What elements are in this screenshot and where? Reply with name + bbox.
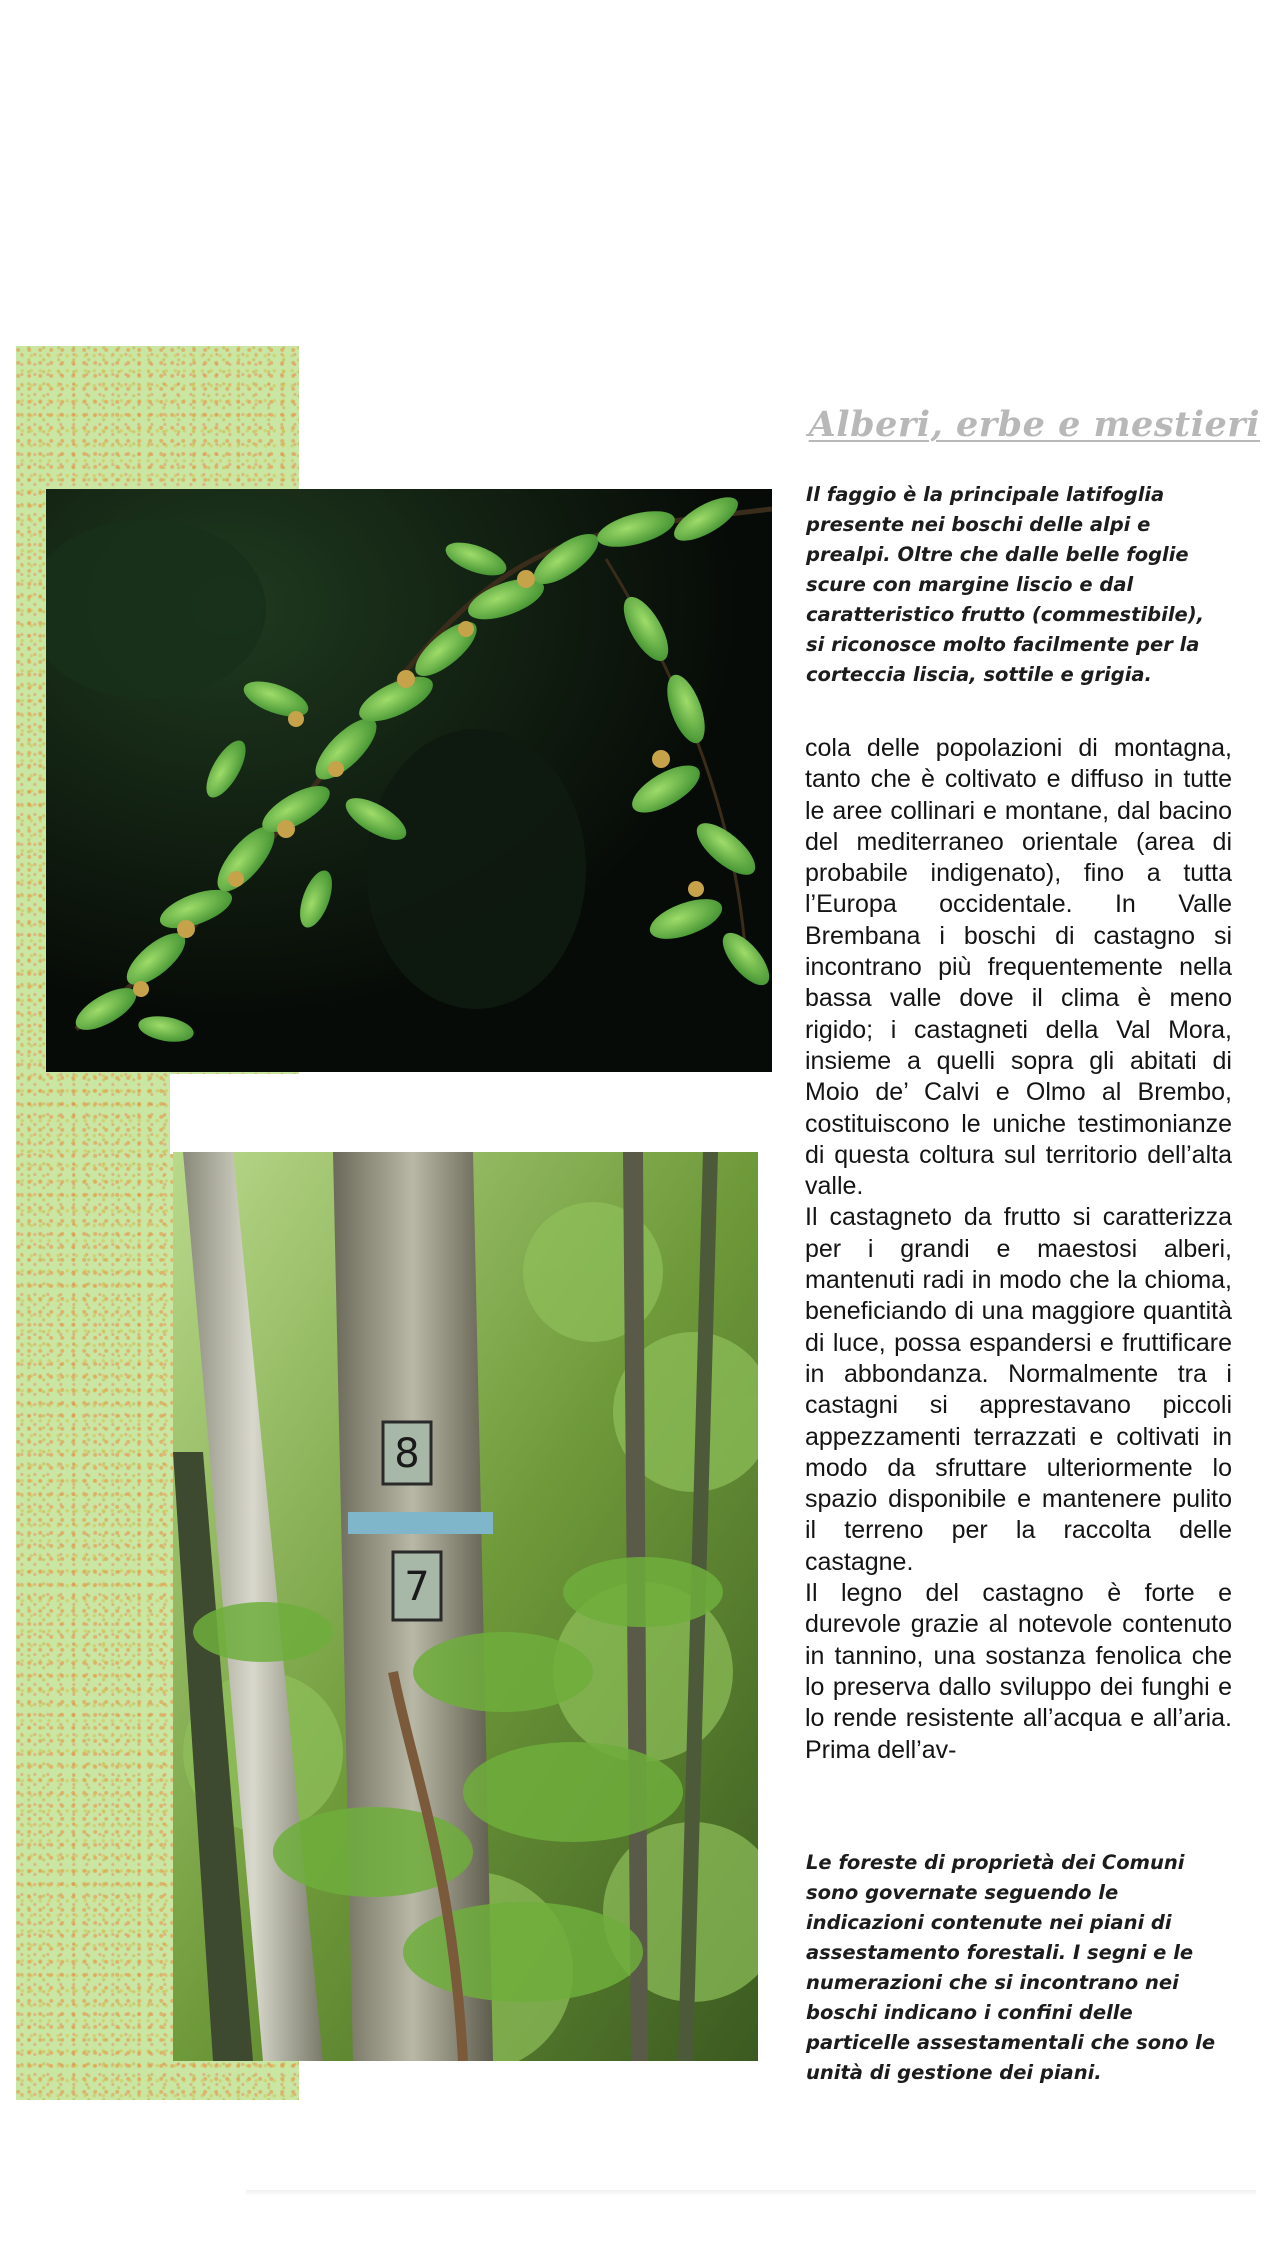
photo-caption-bottom: Le foreste di proprietà dei Comuni sono governate seguendo le indicazioni contenute nei piani di assestamento forestali. I segni e le numerazioni che si incontrano nei boschi indicano i confini delle particelle assestamentali che sono le unità di gestione dei piani.: [806, 1851, 1216, 2084]
beech-leaves-photo: [46, 489, 772, 1072]
tree-marker-8: [383, 1422, 431, 1484]
svg-text:7: 7: [404, 1564, 430, 1610]
section-title: Alberi, erbe e mestieri: [808, 404, 1260, 445]
strip-gap: [170, 1074, 310, 1154]
body-paragraph: Il legno del castagno è forte e durevole grazie al notevole contenuto in tannino, una sostanza fenolica che lo preserva dallo sviluppo dei funghi e lo rende resistente all’acqua e all’aria. Prima dell’av-: [805, 1579, 1232, 1764]
page-bottom-shade: [246, 2190, 1256, 2196]
svg-text:8: 8: [394, 1431, 420, 1477]
body-text: [805, 733, 1232, 1766]
tree-marker-7: [393, 1552, 441, 1620]
body-paragraph: Il castagneto da frutto si caratterizza per i grandi e maestosi alberi, mantenuti radi in modo che la chioma, beneficiando di una maggiore quantità di luce, possa espandersi e fruttificare in abbondanza. Normalmente tra i castagni si apprestavano piccoli appezzamenti terrazzati e coltivati in modo da sfruttare ulteriormente lo spazio disponibile e mantenere pulito il terreno per la raccolta delle castagne.: [805, 1203, 1232, 1576]
body-paragraph: cola delle popolazioni di montagna, tanto che è coltivato e diffuso in tutte le aree collinari e montane, dal bacino del mediterraneo orientale (area di probabile indigenato), fino a tutta l’Europa occidentale. In Valle Brembana i boschi di castagno si incontrano più frequentemente nella bassa valle dove il clima è meno rigido; i castagneti della Val Mora, insieme a quelli sopra gli abitati di Moio de’ Calvi e Olmo al Brembo, costituiscono le uniche testimonianze di questa coltura sul territorio dell’alta valle.: [805, 734, 1232, 1201]
beech-trunks-photo: [173, 1152, 758, 2061]
photo-caption-top: Il faggio è la principale latifoglia presente nei boschi delle alpi e prealpi. Oltre che dalle belle foglie scure con margine liscio e dal caratteristico frutto (commestibile), si riconosce molto facilmente per la corteccia liscia, sottile e grigia.: [806, 483, 1205, 686]
blue-boundary-band: [348, 1512, 493, 1534]
